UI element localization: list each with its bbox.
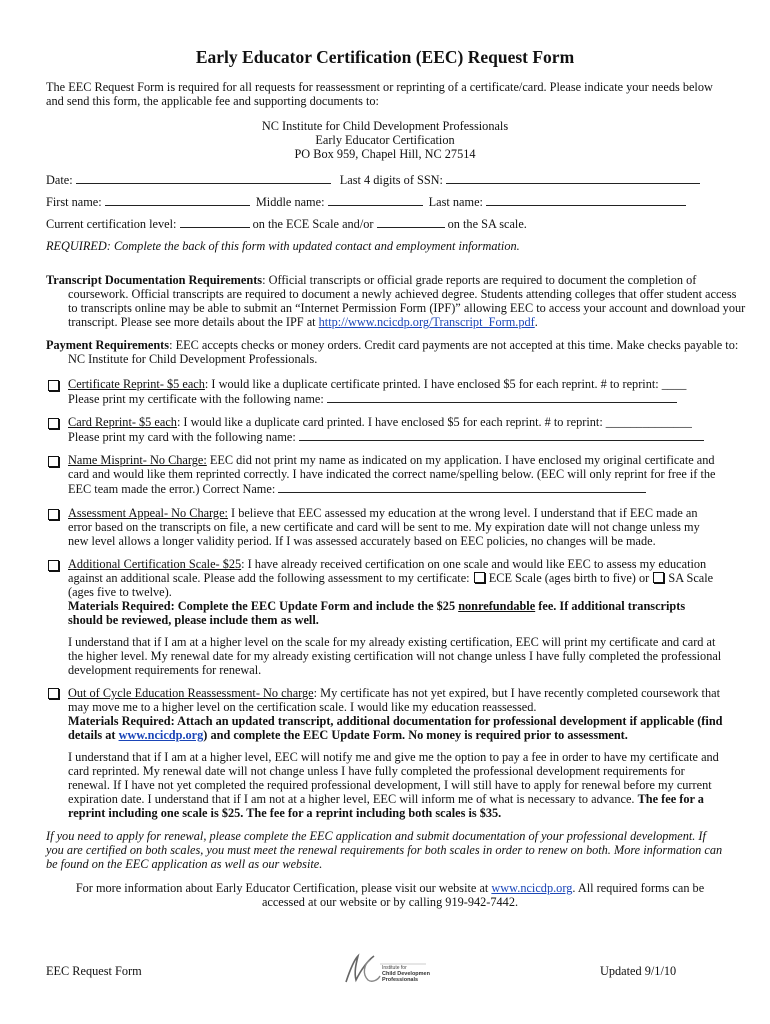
additional-scale-title: Additional Certification Scale- $25: [68, 557, 242, 571]
date-label: Date:: [46, 173, 73, 187]
certificate-reprint-title: Certificate Reprint- $5 each: [68, 377, 205, 391]
institute-logo: [340, 950, 430, 988]
svg-text:Professionals: Professionals: [382, 977, 419, 983]
ssn-label: Last 4 digits of SSN:: [339, 173, 443, 187]
level-row: [46, 216, 726, 231]
sa-scale-option-label: SA Scale (ages five to twelve).: [68, 571, 714, 599]
additional-materials-a: Materials Required: Complete the EEC Update Form and include the $25: [68, 599, 459, 613]
ece-scale-checkbox[interactable]: [474, 572, 485, 583]
middle-name-label: Middle name:: [255, 195, 325, 209]
out-of-cycle-checkbox[interactable]: [48, 688, 59, 699]
payment-body: : EEC accepts checks or money orders. Credit card payments are not accepted at this time. Make checks payable to: NC Institute for Child Development Professionals.: [68, 338, 739, 366]
additional-scale-text: : I have already received certification on one scale and would like EEC to assess my education against an additional scale. Please add the following assessment to my certificate:: [68, 557, 707, 585]
assessment-appeal-text: I believe that EEC assessed my education at the wrong level. I understand that if EEC made an error based on the transcripts on file, a new certificate and card will be sent to me. My expiration date will not change unless my new level allows a longer validity period. If I was assessed accurately based on EEC policies, no changes will be made.: [68, 506, 700, 548]
name-misprint-checkbox[interactable]: [48, 456, 59, 467]
footer-updated-date: Updated 9/1/10: [600, 964, 677, 978]
institute-logo-icon: [340, 950, 430, 988]
out-of-cycle-option: [68, 686, 723, 820]
out-of-cycle-materials-a: Materials Required: Attach an updated transcript, additional documentation for professional development if applicable (find details at: [68, 714, 723, 742]
transcript-body: : Official transcripts or official grade reports are required to document the completion of coursework. Official transcripts are required to document a newly achieved degree. Students attending colleges that offer student access to transcripts online may be able to submit an “Internet Permission Form (IPF)” allowing EEC to access your account and download your transcript. Please see more details about the IPF at: [68, 273, 746, 329]
sa-scale-label: on the SA scale.: [447, 217, 527, 231]
out-of-cycle-understand-text: I understand that if I am at a higher level, EEC will notify me and give me the option to pay a fee in order to have my certificate and card reprinted. My renewal date will not change unless I have fully completed the professional development requirements for renewal. If I have not yet completed the required professional development, I will still have to apply for renewal before my current expiration date. I understand that if I am not at a higher level, EEC will inform me of what is necessary to advance.: [68, 750, 719, 806]
date-field[interactable]: [76, 172, 331, 184]
transcript-requirements: [46, 273, 748, 329]
more-info: [60, 881, 720, 909]
intro-text: The EEC Request Form is required for all requests for reassessment or reprinting of a certificate/card. Please indicate your needs below and send this form, the applicable fee and supporting documents to:: [46, 80, 713, 108]
out-of-cycle-materials-b: ) and complete the EEC Update Form. No money is required prior to assessment.: [203, 728, 628, 742]
last-name-label: Last name:: [428, 195, 483, 209]
transcript-form-link[interactable]: http://www.ncicdp.org/Transcript_Form.pdf: [318, 315, 535, 329]
payment-requirements: [46, 338, 748, 366]
card-name-field[interactable]: [299, 429, 704, 441]
footer-form-name: EEC Request Form: [46, 964, 142, 978]
required-note: REQUIRED: Complete the back of this form with updated contact and employment information.: [46, 239, 520, 253]
sa-level-field[interactable]: [377, 216, 445, 228]
ssn-field[interactable]: [446, 172, 700, 184]
address-line-2: Early Educator Certification: [315, 133, 455, 147]
svg-text:Institute for: Institute for: [382, 965, 407, 971]
additional-understand-text: I understand that if I am at a higher level on the scale for my already existing certification, EEC will print my certificate and card at the higher level. My renewal date for my already existing certification will not change unless I have fully completed the professional development requirements for renewal.: [68, 635, 722, 677]
last-name-field[interactable]: [486, 194, 686, 206]
out-of-cycle-text: : My certificate has not yet expired, but I have recently completed coursework that may move me to a higher level on the certification scale. I would like my education reassessed.: [68, 686, 720, 714]
mailing-address: [0, 119, 770, 161]
card-reprint-checkbox[interactable]: [48, 418, 59, 429]
level-label: Current certification level:: [46, 217, 177, 231]
page-title: Early Educator Certification (EEC) Request Form: [195, 47, 575, 67]
address-line-3: PO Box 959, Chapel Hill, NC 27514: [294, 147, 476, 161]
additional-scale-option: [68, 557, 723, 677]
address-line-1: NC Institute for Child Development Professionals: [261, 119, 509, 133]
card-reprint-option: [68, 415, 723, 444]
name-misprint-option: [68, 453, 723, 496]
payment-heading: Payment Requirements: [46, 338, 170, 352]
certificate-reprint-checkbox[interactable]: [48, 380, 59, 391]
card-reprint-text: : I would like a duplicate card printed. I have enclosed $5 for each reprint. # to reprint: ______________: [176, 415, 692, 429]
name-row: [46, 194, 726, 209]
renewal-note: If you need to apply for renewal, please complete the EEC application and submit documentation of your professional development. If you are certified on both scales, you must meet the renewal requirements for both scales in order to renew on both. More information can be found on the EEC application as well as our website.: [46, 829, 723, 871]
reprint-fee-text: The fee for a reprint including one scale is $25. The fee for a reprint including both scales is $35.: [68, 792, 704, 820]
more-info-text-a: For more information about Early Educator Certification, please visit our website at: [75, 881, 492, 895]
card-name-label: Please print my card with the following name:: [68, 430, 296, 444]
name-misprint-title: Name Misprint- No Charge:: [68, 453, 207, 467]
svg-text:Child Development: Child Development: [382, 971, 430, 977]
certificate-name-field[interactable]: [327, 391, 677, 403]
card-reprint-title: Card Reprint- $5 each: [68, 415, 177, 429]
assessment-appeal-option: [68, 506, 723, 548]
sa-scale-checkbox[interactable]: [653, 572, 664, 583]
out-of-cycle-title: Out of Cycle Education Reassessment- No charge: [68, 686, 314, 700]
assessment-appeal-checkbox[interactable]: [48, 509, 59, 520]
middle-name-field[interactable]: [328, 194, 423, 206]
additional-scale-checkbox[interactable]: [48, 560, 59, 571]
correct-name-field[interactable]: [278, 481, 646, 493]
certificate-name-label: Please print my certificate with the following name:: [68, 392, 324, 406]
name-misprint-text: EEC did not print my name as indicated on my application. I have enclosed my original certificate and card and would like them reprinted correctly. I have indicated the correct name/spelling below. (EEC will only reprint for free if the EEC team made the error.) Correct Name:: [68, 453, 716, 496]
ece-level-field[interactable]: [180, 216, 250, 228]
transcript-heading: Transcript Documentation Requirements: [46, 273, 263, 287]
more-info-text-b: . All required forms can be accessed at our website or by calling 919-942-7442.: [261, 881, 705, 909]
certificate-reprint-option: [68, 377, 723, 406]
more-info-website-link[interactable]: www.ncicdp.org: [491, 881, 573, 895]
out-of-cycle-website-link[interactable]: www.ncicdp.org: [118, 728, 204, 742]
first-name-field[interactable]: [105, 194, 250, 206]
transcript-end: .: [534, 315, 538, 329]
ece-scale-label: on the ECE Scale and/or: [252, 217, 374, 231]
additional-materials-b: fee. If additional transcripts should be reviewed, please include them as well.: [68, 599, 686, 627]
assessment-appeal-title: Assessment Appeal- No Charge:: [68, 506, 228, 520]
ece-scale-option-label: ECE Scale (ages birth to five) or: [488, 571, 653, 585]
additional-materials-nonrefundable: nonrefundable: [458, 599, 536, 613]
certificate-reprint-text: : I would like a duplicate certificate printed. I have enclosed $5 for each reprint. # to reprint: ____: [204, 377, 687, 391]
date-ssn-row: [46, 172, 726, 187]
first-name-label: First name:: [46, 195, 102, 209]
